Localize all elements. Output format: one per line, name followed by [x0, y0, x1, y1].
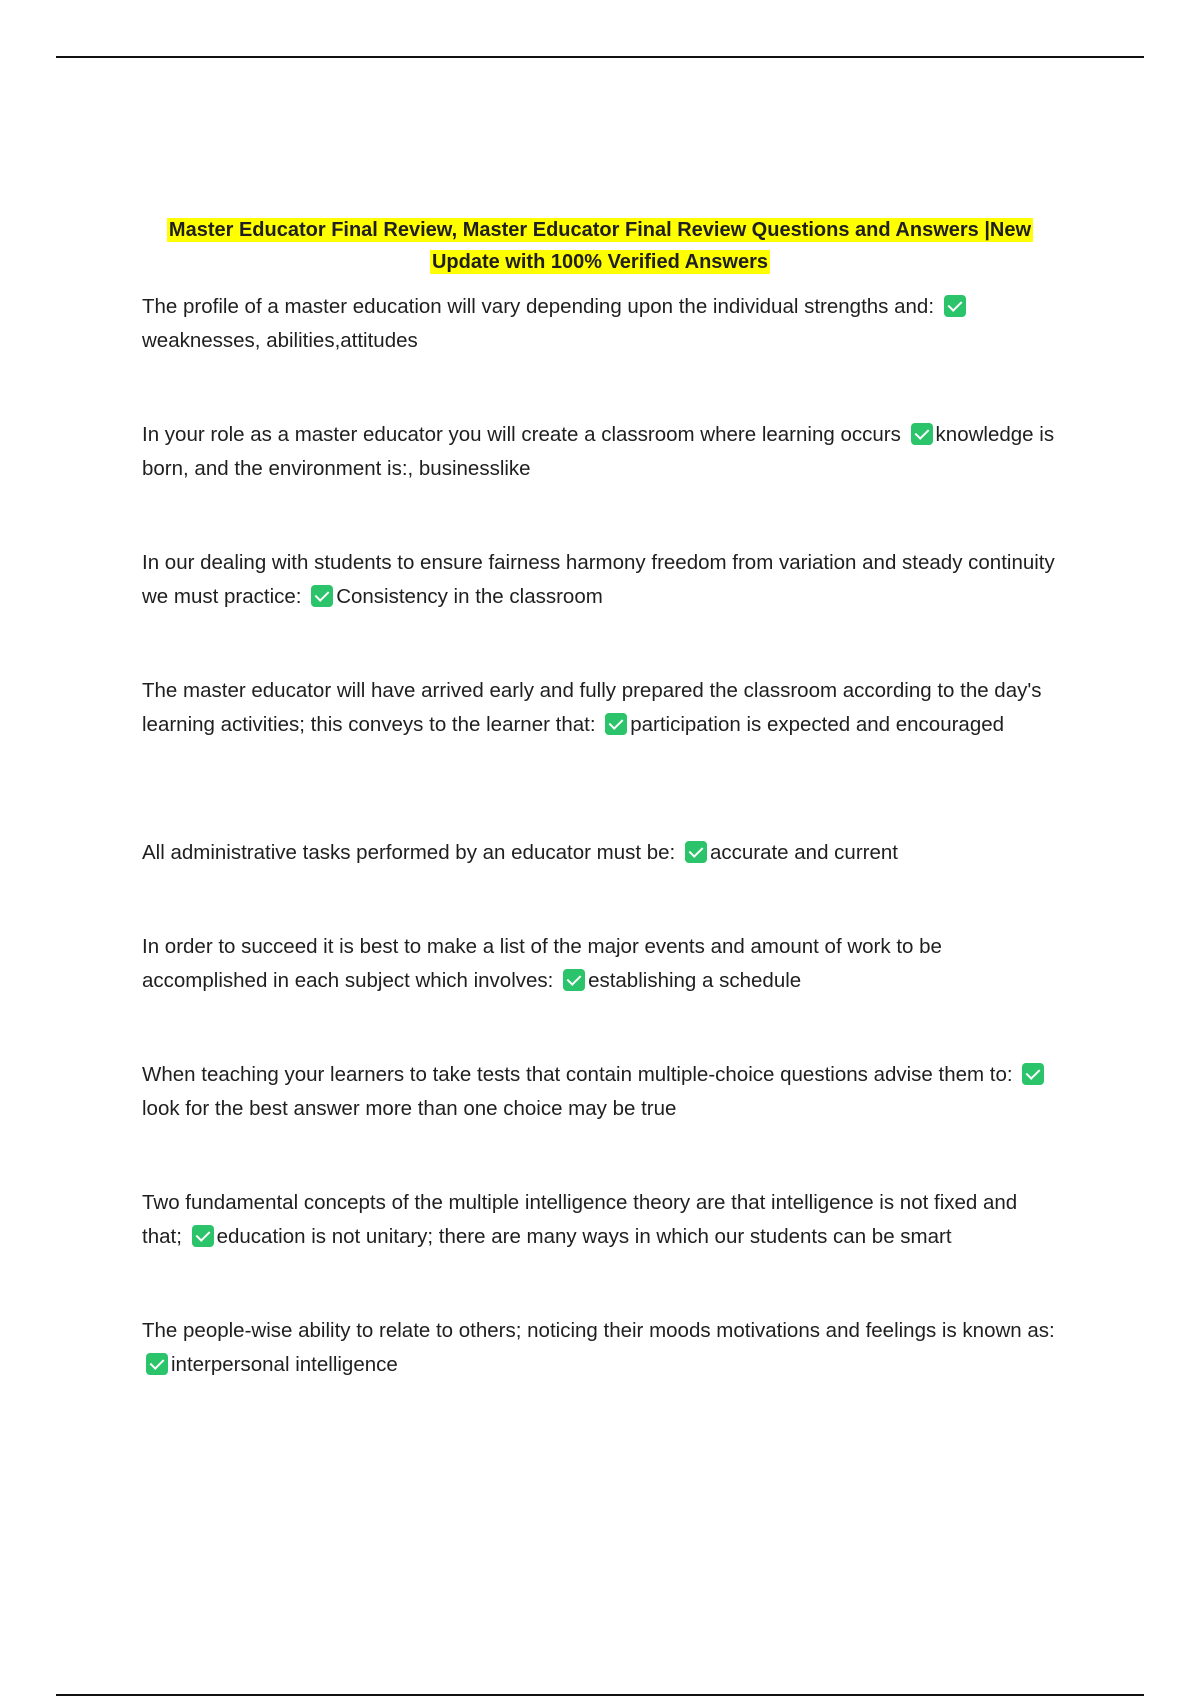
- check-box-icon: [311, 585, 333, 607]
- question-text: In order to succeed it is best to make a list of the major events and amount of work to be accomplished in each subject which involves:: [142, 935, 942, 992]
- document-title-text: Master Educator Final Review, Master Educator Final Review Questions and Answers |New Update with 100% Verified Answers: [168, 219, 1032, 273]
- answer-text: establishing a schedule: [588, 969, 802, 992]
- qa-item: [142, 930, 1062, 998]
- qa-item: [142, 836, 1062, 870]
- check-box-icon: [563, 969, 585, 991]
- check-box-icon: [1022, 1063, 1044, 1085]
- qa-item: [142, 546, 1062, 614]
- answer-text: Consistency in the classroom: [336, 585, 603, 608]
- check-box-icon: [944, 295, 966, 317]
- check-box-icon: [192, 1225, 214, 1247]
- qa-item: [142, 1186, 1062, 1254]
- answer-text: education is not unitary; there are many ways in which our students can be smart: [216, 1225, 952, 1248]
- answer-text: weaknesses, abilities,attitudes: [142, 329, 418, 352]
- top-rule: [56, 56, 1144, 58]
- check-box-icon: [605, 713, 627, 735]
- check-box-icon: [911, 423, 933, 445]
- answer-text: knowledge is born, and the environment is:, businesslike: [142, 423, 1055, 480]
- qa-item: [142, 674, 1062, 742]
- question-text: All administrative tasks performed by an educator must be:: [142, 841, 676, 864]
- qa-item: [142, 1314, 1062, 1382]
- answer-text: look for the best answer more than one choice may be true: [142, 1097, 677, 1120]
- bottom-rule: [56, 1694, 1144, 1696]
- question-text: When teaching your learners to take tests that contain multiple-choice questions advise them to:: [142, 1063, 1013, 1086]
- question-text: The profile of a master education will vary depending upon the individual strengths and:: [142, 295, 935, 318]
- question-text: Two fundamental concepts of the multiple intelligence theory are that intelligence is not fixed and that;: [142, 1191, 1018, 1248]
- document-title: [140, 214, 1060, 278]
- qa-item: [142, 418, 1062, 486]
- qa-item: [142, 290, 1062, 358]
- check-box-icon: [146, 1353, 168, 1375]
- question-text: In our dealing with students to ensure fairness harmony freedom from variation and steady continuity we must practice:: [142, 551, 1055, 608]
- qa-item: [142, 1058, 1062, 1126]
- answer-text: participation is expected and encouraged: [630, 713, 1005, 736]
- check-box-icon: [685, 841, 707, 863]
- answer-text: accurate and current: [709, 841, 898, 864]
- question-text: The people-wise ability to relate to others; noticing their moods motivations and feelings is known as:: [142, 1319, 1055, 1342]
- question-text: In your role as a master educator you will create a classroom where learning occurs: [142, 423, 901, 446]
- answer-text: interpersonal intelligence: [171, 1353, 398, 1376]
- question-text: The master educator will have arrived early and fully prepared the classroom according to the day's learning activities; this conveys to the learner that:: [142, 679, 1042, 736]
